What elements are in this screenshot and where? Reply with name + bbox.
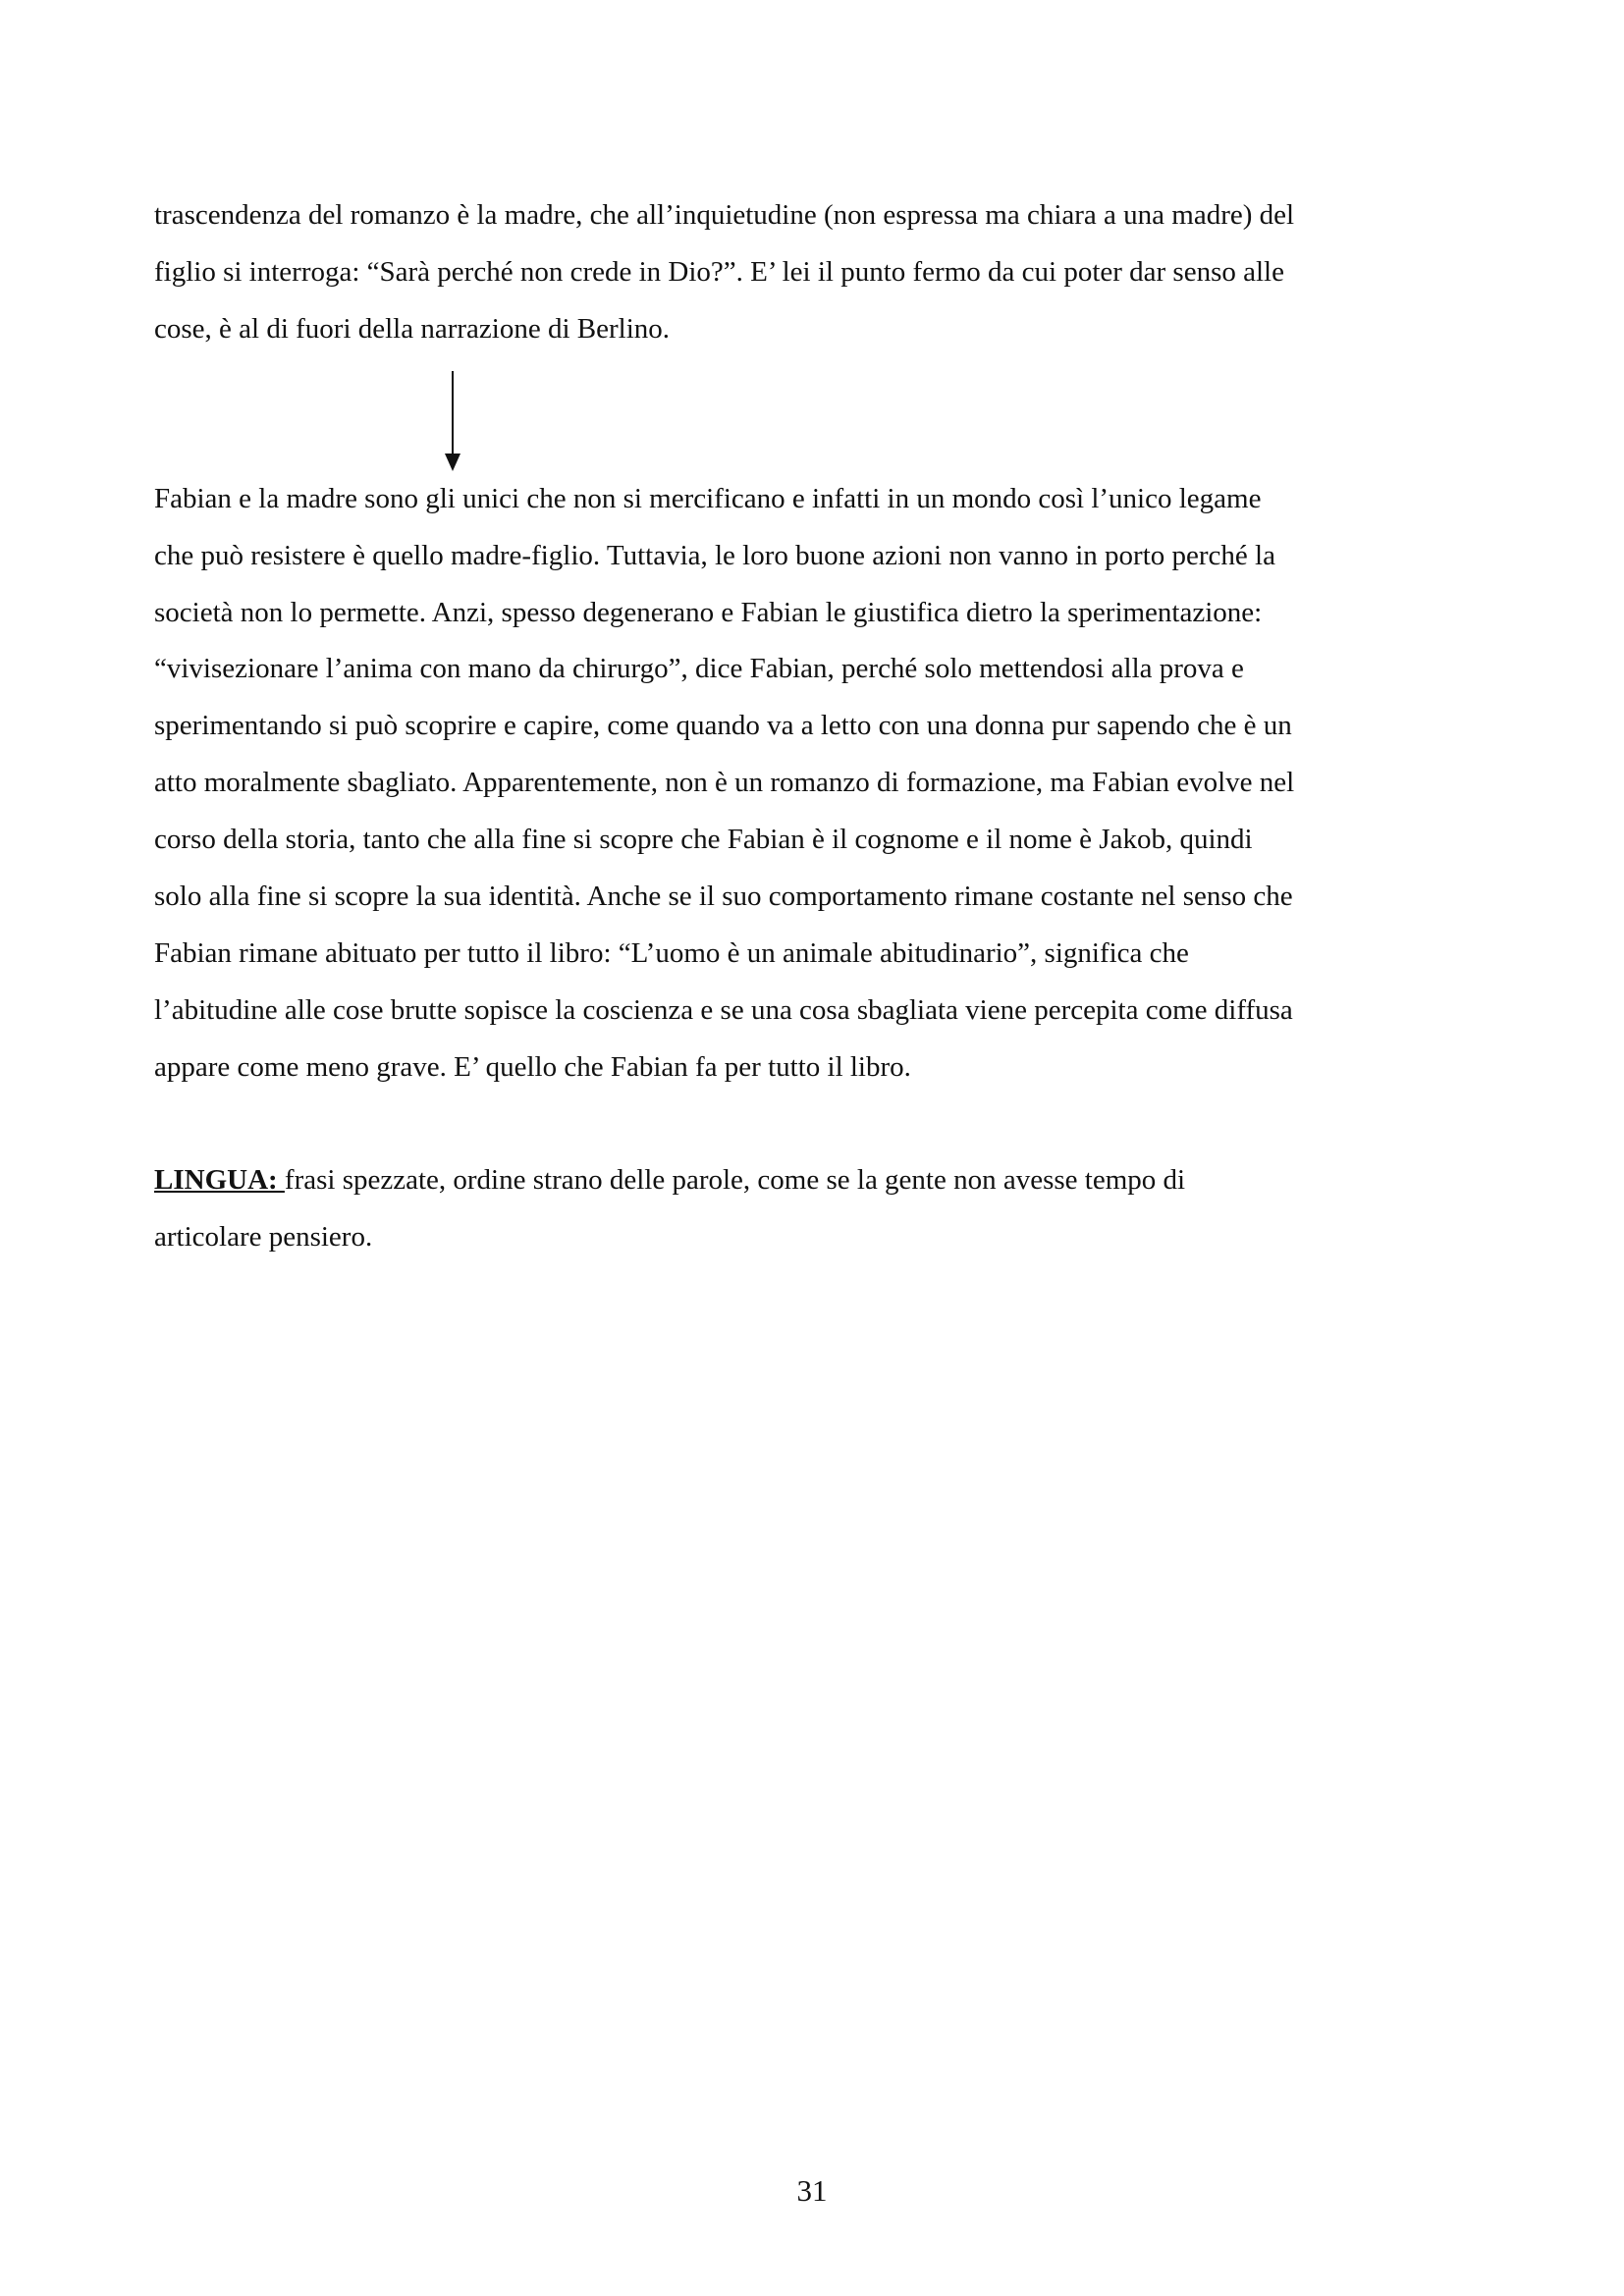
lingua-heading: LINGUA:	[154, 1164, 285, 1196]
down-arrow-icon	[442, 371, 463, 473]
page-number: 31	[796, 2173, 828, 2208]
paragraph2-line-5: sperimentando si può scoprire e capire, come quando va a letto con una donna pur sapendo che è un	[154, 710, 1292, 741]
paragraph1-line-1: trascendenza del romanzo è la madre, che all’inquietudine (non espressa ma chiara a una madre) del	[154, 199, 1295, 231]
lingua-line-1	[154, 1161, 1185, 1199]
paragraph2-line-6: atto moralmente sbagliato. Apparentemente, non è un romanzo di formazione, ma Fabian evolve nel	[154, 767, 1295, 798]
paragraph2-line-9: Fabian rimane abituato per tutto il libro: “L’uomo è un animale abitudinario”, significa che	[154, 937, 1189, 969]
paragraph2-line-11: appare come meno grave. E’ quello che Fabian fa per tutto il libro.	[154, 1051, 911, 1083]
lingua-text: frasi spezzate, ordine strano delle parole, come se la gente non avesse tempo di	[284, 1164, 1186, 1196]
paragraph2-line-3: società non lo permette. Anzi, spesso degenerano e Fabian le giustifica dietro la sperimentazione:	[154, 597, 1263, 628]
lingua-line-2: articolare pensiero.	[154, 1221, 373, 1253]
paragraph2-line-10: l’abitudine alle cose brutte sopisce la coscienza e se una cosa sbagliata viene percepita come diffusa	[154, 994, 1293, 1026]
paragraph1-line-3: cose, è al di fuori della narrazione di Berlino.	[154, 313, 671, 345]
paragraph2-line-7: corso della storia, tanto che alla fine si scopre che Fabian è il cognome e il nome è Jakob, quindi	[154, 824, 1253, 855]
paragraph2-line-4: “vivisezionare l’anima con mano da chirurgo”, dice Fabian, perché solo mettendosi alla prova e	[154, 653, 1244, 684]
paragraph2-line-8: solo alla fine si scopre la sua identità. Anche se il suo comportamento rimane costante nel senso che	[154, 881, 1293, 912]
paragraph1-line-2: figlio si interroga: “Sarà perché non crede in Dio?”. E’ lei il punto fermo da cui poter dar senso alle	[154, 256, 1284, 288]
paragraph2-line-2: che può resistere è quello madre-figlio. Tuttavia, le loro buone azioni non vanno in porto perché la	[154, 540, 1275, 571]
paragraph2-line-1: Fabian e la madre sono gli unici che non si mercificano e infatti in un mondo così l’unico legame	[154, 483, 1262, 514]
